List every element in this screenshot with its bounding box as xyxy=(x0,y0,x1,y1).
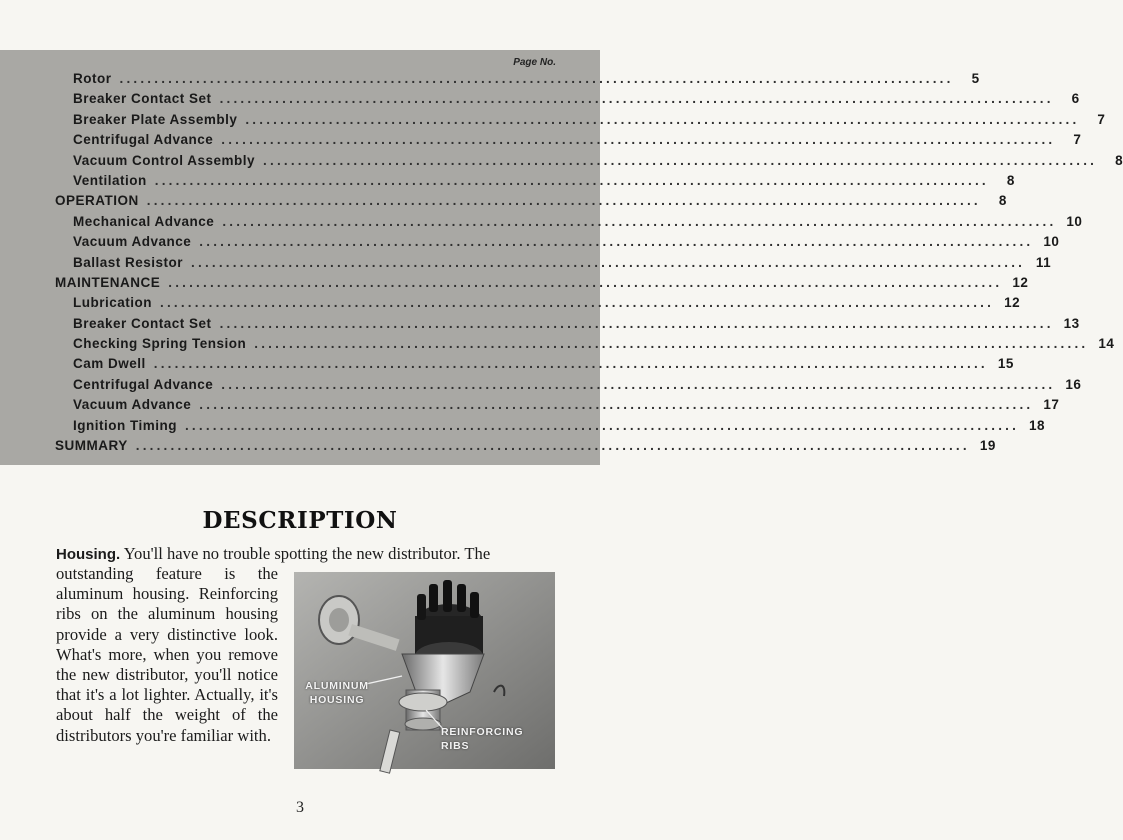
toc-entry-page: 18 xyxy=(1029,417,1046,433)
dot-leader: ........................................................................................................................ xyxy=(221,132,1056,148)
table-of-contents xyxy=(0,50,1123,465)
toc-entry-label: Vacuum Control Assembly xyxy=(73,152,256,168)
toc-entry-page: 5 xyxy=(971,71,980,86)
callout-reinforcing-ribs: REINFORCING RIBS xyxy=(441,726,524,752)
toc-entry-page: 13 xyxy=(1063,315,1080,331)
toc-entry xyxy=(55,253,1052,273)
dot-leader: ........................................................................................................................ xyxy=(160,295,995,311)
intro-text: You'll have no trouble spotting the new distributor. The xyxy=(120,544,491,563)
toc-entry xyxy=(55,395,1060,415)
toc-entry xyxy=(55,89,1080,109)
toc-entry-label: OPERATION xyxy=(55,193,139,209)
dot-leader: ........................................................................................................................ xyxy=(191,254,1026,270)
toc-entry-label: Mechanical Advance xyxy=(73,213,215,229)
toc-entry xyxy=(55,69,980,89)
toc-entry-page: 15 xyxy=(997,356,1014,372)
toc-entry xyxy=(55,354,1014,374)
callout-aluminum-housing: ALUMINUM HOUSING xyxy=(305,680,369,706)
lead-term: Housing. xyxy=(56,546,121,563)
toc-entry xyxy=(55,110,1106,130)
toc-entry-page: 7 xyxy=(1097,111,1106,127)
toc-entry-label: Cam Dwell xyxy=(73,356,146,372)
toc-entry-label: Rotor xyxy=(73,71,112,86)
toc-entry-page: 12 xyxy=(1004,295,1021,311)
toc-entry xyxy=(55,191,1007,211)
toc-entry-page: 17 xyxy=(1043,397,1060,413)
toc-entry-label: Lubrication xyxy=(73,295,152,311)
toc-entry-label: Breaker Contact Set xyxy=(73,315,212,331)
toc-entry-page: 6 xyxy=(1071,91,1080,107)
page-no-header: Page No. xyxy=(513,57,556,68)
distributor-photo xyxy=(294,572,555,769)
dot-leader: ........................................................................................................................ xyxy=(221,376,1056,392)
dot-leader: ........................................................................................................................ xyxy=(222,213,1057,229)
toc-entry-label: Breaker Plate Assembly xyxy=(73,111,238,127)
toc-entry xyxy=(55,151,1123,171)
dot-leader: ........................................................................................................................ xyxy=(245,111,1080,127)
toc-entry xyxy=(55,293,1021,313)
toc-entry-label: Ignition Timing xyxy=(73,417,177,433)
toc-list xyxy=(55,69,1123,456)
toc-entry xyxy=(55,314,1080,334)
intro-line xyxy=(56,543,556,565)
dot-leader: ........................................................................................................................ xyxy=(154,172,989,188)
toc-entry-page: 19 xyxy=(979,438,996,454)
toc-entry-label: Centrifugal Advance xyxy=(73,132,214,148)
body-paragraph: outstanding feature is the aluminum housing. Reinforcing ribs on the aluminum housing provide a very distinctive look. What's more, when you remove the new distributor, you'll notice that it's a lot lighter. Actually, it's about half the weight of the distributors you're familiar with. xyxy=(56,564,278,745)
toc-entry xyxy=(55,273,1029,293)
toc-entry-label: Ballast Resistor xyxy=(73,254,184,270)
dot-leader: ........................................................................................................................ xyxy=(199,397,1034,413)
dot-leader: ........................................................................................................................ xyxy=(219,315,1054,331)
toc-entry-page: 16 xyxy=(1065,376,1082,392)
toc-entry-page: 10 xyxy=(1043,234,1060,250)
dot-leader: ........................................................................................................................ xyxy=(263,152,1098,168)
toc-entry-page: 11 xyxy=(1035,254,1052,270)
dot-leader: ........................................................................................................................ xyxy=(119,71,954,86)
toc-entry xyxy=(55,171,1015,191)
dot-leader: ........................................................................................................................ xyxy=(146,193,981,209)
toc-entry-label: Breaker Contact Set xyxy=(73,91,212,107)
toc-entry-label: Checking Spring Tension xyxy=(73,336,247,352)
dot-leader: ........................................................................................................................ xyxy=(135,438,970,454)
section-title: DESCRIPTION xyxy=(202,507,398,534)
toc-entry xyxy=(55,130,1082,150)
toc-entry-page: 10 xyxy=(1066,213,1083,229)
dot-leader: ........................................................................................................................ xyxy=(168,274,1003,290)
toc-entry xyxy=(55,436,996,456)
toc-entry-label: Ventilation xyxy=(73,172,147,188)
toc-entry-page: 12 xyxy=(1012,274,1029,290)
dot-leader: ........................................................................................................................ xyxy=(153,356,988,372)
toc-entry-page: 8 xyxy=(998,193,1007,209)
toc-entry xyxy=(55,334,1115,354)
toc-entry-label: SUMMARY xyxy=(55,438,128,454)
dot-leader: ........................................................................................................................ xyxy=(199,234,1034,250)
dot-leader: ........................................................................................................................ xyxy=(254,336,1089,352)
toc-entry xyxy=(55,416,1046,436)
dot-leader: ........................................................................................................................ xyxy=(219,91,1054,107)
toc-entry-page: 8 xyxy=(1006,172,1015,188)
toc-entry-label: Vacuum Advance xyxy=(73,234,192,250)
toc-entry-page: 14 xyxy=(1098,336,1115,352)
toc-entry-label: MAINTENANCE xyxy=(55,274,161,290)
dot-leader: ........................................................................................................................ xyxy=(184,417,1020,433)
toc-entry xyxy=(55,375,1082,395)
toc-entry-page: 7 xyxy=(1073,132,1082,148)
toc-entry xyxy=(55,232,1060,252)
toc-entry xyxy=(55,212,1083,232)
toc-entry-label: Centrifugal Advance xyxy=(73,376,214,392)
page-number: 3 xyxy=(296,799,304,816)
toc-entry-label: Vacuum Advance xyxy=(73,397,192,413)
toc-entry-page: 8 xyxy=(1115,152,1123,168)
